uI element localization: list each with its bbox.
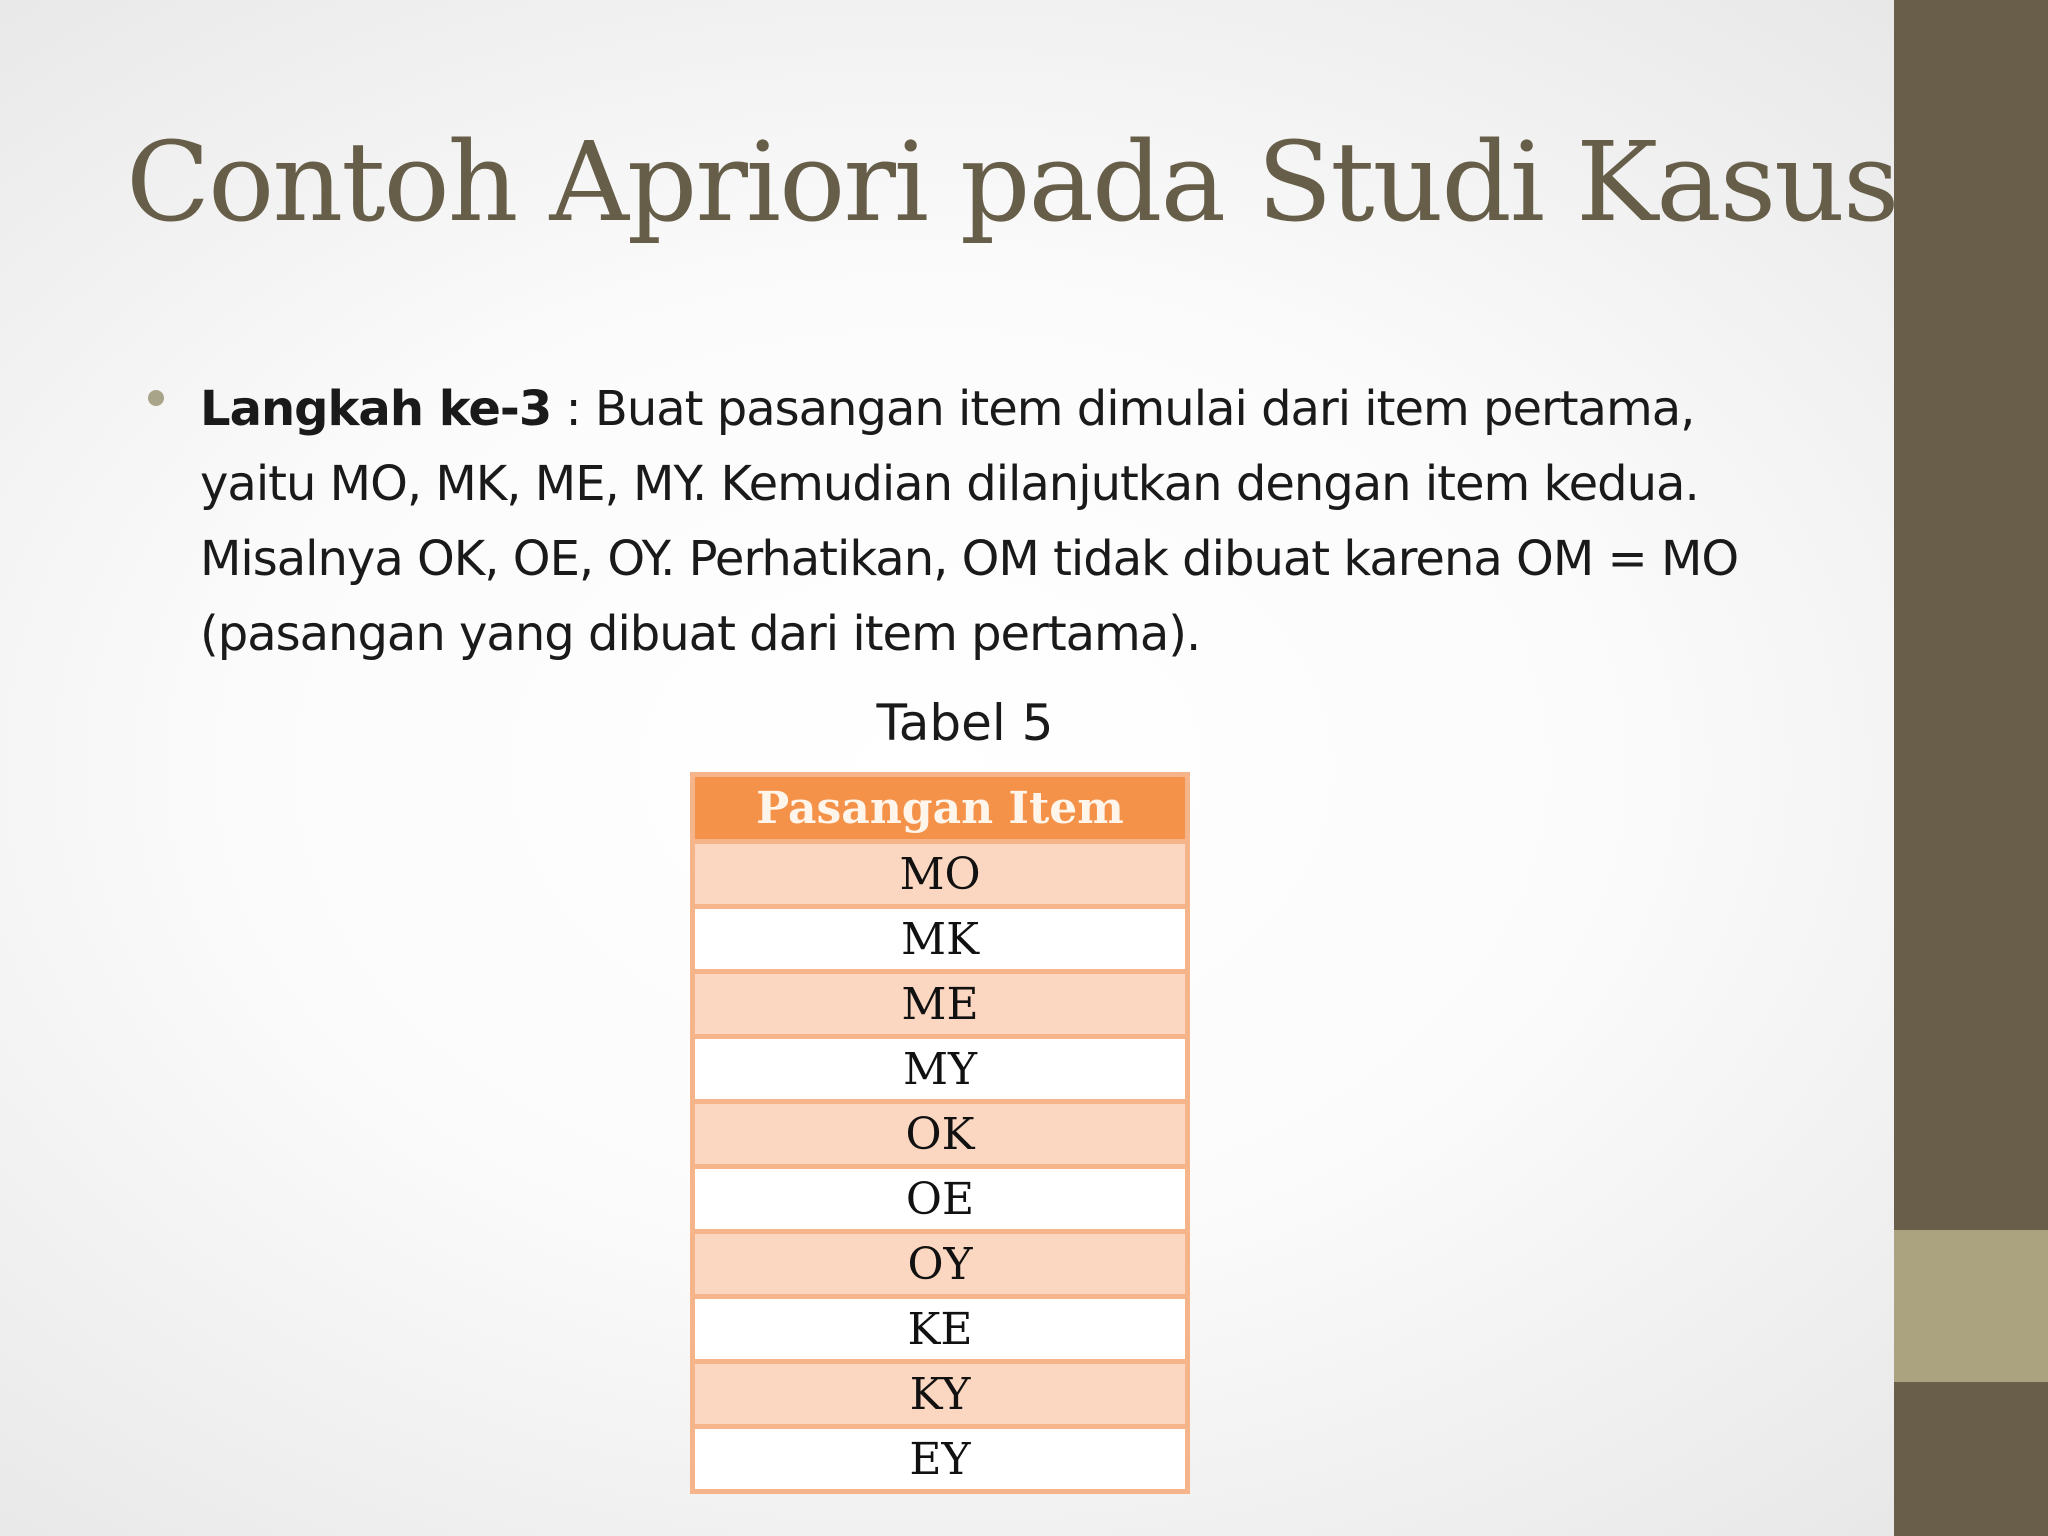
item-pair-table: [690, 772, 1190, 1494]
bullet-dot-icon: [148, 390, 164, 406]
table-row: [693, 842, 1188, 907]
table-cell: OK: [693, 1102, 1188, 1167]
table-cell: OE: [693, 1167, 1188, 1232]
table-cell: OY: [693, 1232, 1188, 1297]
table-caption: Tabel 5: [876, 694, 1054, 752]
table-row: [693, 1037, 1188, 1102]
side-decor-accent: [1894, 1230, 2048, 1382]
bullet-item: [148, 372, 1788, 672]
table-row: [693, 1102, 1188, 1167]
table-cell: EY: [693, 1427, 1188, 1492]
table-cell: ME: [693, 972, 1188, 1037]
table-row: [693, 1232, 1188, 1297]
table-cell: MO: [693, 842, 1188, 907]
table-row: [693, 972, 1188, 1037]
bullet-body: : Buat pasangan item dimulai dari item pertama, yaitu MO, MK, ME, MY. Kemudian dilanjutkan dengan item kedua. Misalnya OK, OE, OY. Perhatikan, OM tidak dibuat karena OM = MO (pasangan yang dibuat dari item pertama).: [200, 381, 1739, 662]
bullet-label: Langkah ke-3: [200, 381, 552, 437]
table-row: [693, 1167, 1188, 1232]
table-row: [693, 907, 1188, 972]
table-cell: MY: [693, 1037, 1188, 1102]
slide-title: Contoh Apriori pada Studi Kasus: [126, 118, 1898, 246]
table-row: [693, 1297, 1188, 1362]
table-row: [693, 1427, 1188, 1492]
table-cell: MK: [693, 907, 1188, 972]
table-cell: KY: [693, 1362, 1188, 1427]
table-cell: KE: [693, 1297, 1188, 1362]
bullet-text: [200, 372, 1788, 672]
table-header-cell: Pasangan Item: [693, 775, 1188, 842]
table-header-row: [693, 775, 1188, 842]
table-row: [693, 1362, 1188, 1427]
